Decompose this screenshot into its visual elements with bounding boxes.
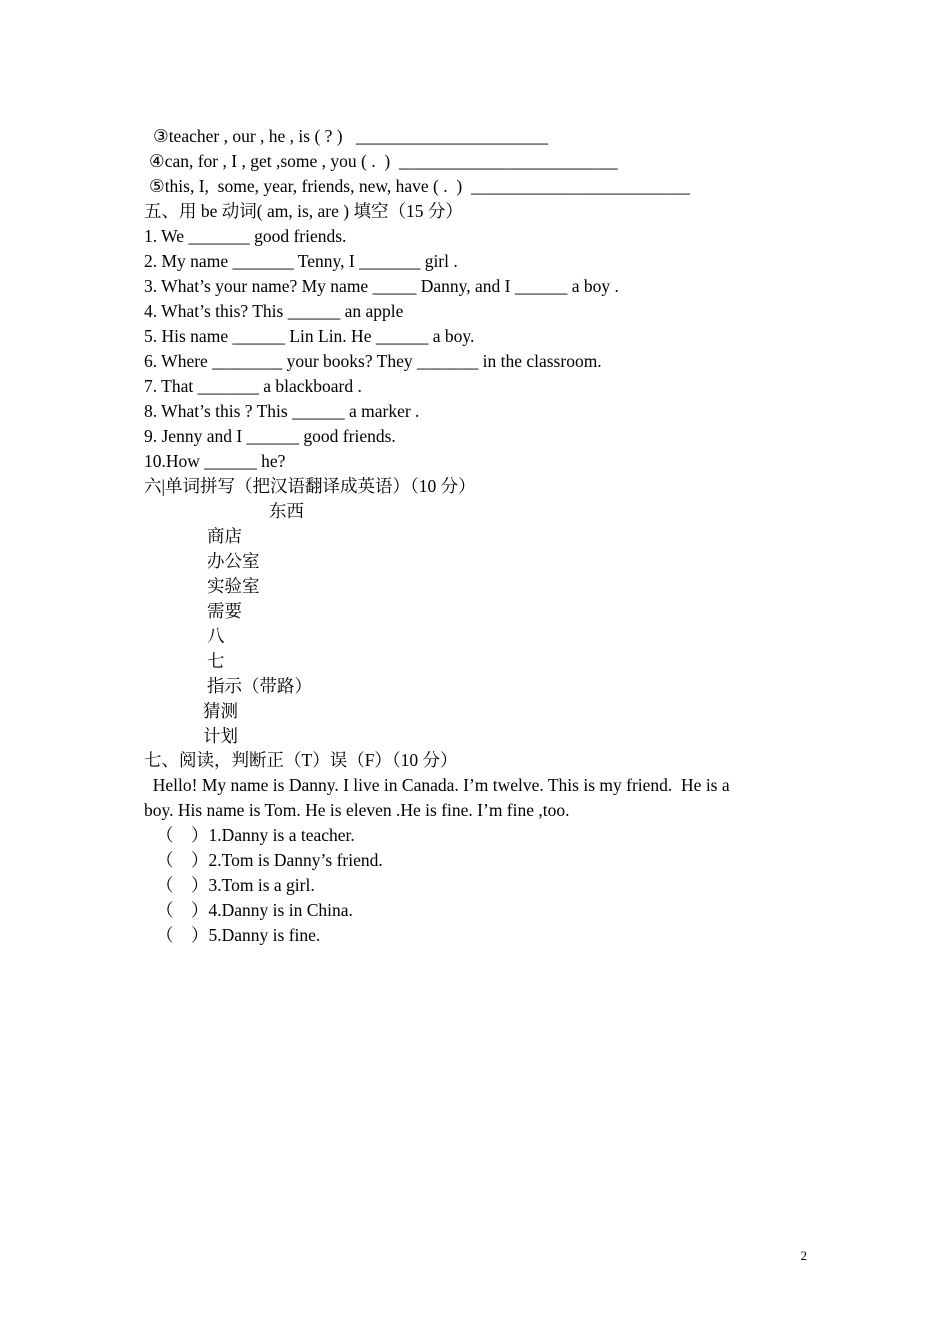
fill-blank-item: 8. What’s this ? This ______ a marker . — [144, 401, 420, 421]
vocab-word: 商店 — [207, 526, 242, 546]
vocab-word: 八 — [207, 626, 225, 646]
vocab-word: 需要 — [207, 601, 242, 621]
true-false-item: （ ）1.Danny is a teacher. — [156, 825, 355, 845]
fill-blank-item: 5. His name ______ Lin Lin. He ______ a boy. — [144, 326, 475, 346]
reading-passage-line: Hello! My name is Danny. I live in Canada. I’m twelve. This is my friend. He is a — [144, 775, 730, 795]
fill-blank-item: 1. We _______ good friends. — [144, 226, 347, 246]
vocab-word: 东西 — [269, 501, 304, 521]
true-false-item: （ ）2.Tom is Danny’s friend. — [156, 850, 383, 870]
true-false-item: （ ）4.Danny is in China. — [156, 900, 353, 920]
reading-passage-line: boy. His name is Tom. He is eleven .He is fine. I’m fine ,too. — [144, 800, 570, 820]
vocab-word: 七 — [207, 651, 225, 671]
sentence-item-3: ③teacher , our , he , is ( ? ) ______________________ — [153, 126, 549, 146]
fill-blank-item: 7. That _______ a blackboard . — [144, 376, 362, 396]
true-false-item: （ ）5.Danny is fine. — [156, 925, 321, 945]
section5-heading: 五、用 be 动词( am, is, are ) 填空（15 分） — [144, 201, 463, 221]
fill-blank-item: 3. What’s your name? My name _____ Danny, and I ______ a boy . — [144, 276, 619, 296]
vocab-word: 猜测 — [203, 701, 238, 721]
vocab-word: 指示（带路） — [207, 676, 312, 696]
true-false-item: （ ）3.Tom is a girl. — [156, 875, 315, 895]
fill-blank-item: 9. Jenny and I ______ good friends. — [144, 426, 396, 446]
fill-blank-item: 10.How ______ he? — [144, 451, 286, 471]
page-number: 2 — [800, 1248, 807, 1263]
fill-blank-item: 2. My name _______ Tenny, I _______ girl . — [144, 251, 458, 271]
fill-blank-item: 6. Where ________ your books? They _______ in the classroom. — [144, 351, 602, 371]
fill-blank-item: 4. What’s this? This ______ an apple — [144, 301, 404, 321]
section7-heading: 七、阅读，判断正（T）误（F）（10 分） — [144, 750, 458, 770]
sentence-item-5: ⑤this, I, some, year, friends, new, have ( . ) _________________________ — [149, 176, 690, 196]
vocab-word: 计划 — [203, 726, 238, 746]
vocab-word: 办公室 — [207, 551, 260, 571]
section6-heading: 六|单词拼写（把汉语翻译成英语）（10 分） — [144, 476, 476, 496]
vocab-word: 实验室 — [207, 576, 260, 596]
sentence-item-4: ④can, for , I , get ,some , you ( . ) _________________________ — [149, 151, 618, 171]
